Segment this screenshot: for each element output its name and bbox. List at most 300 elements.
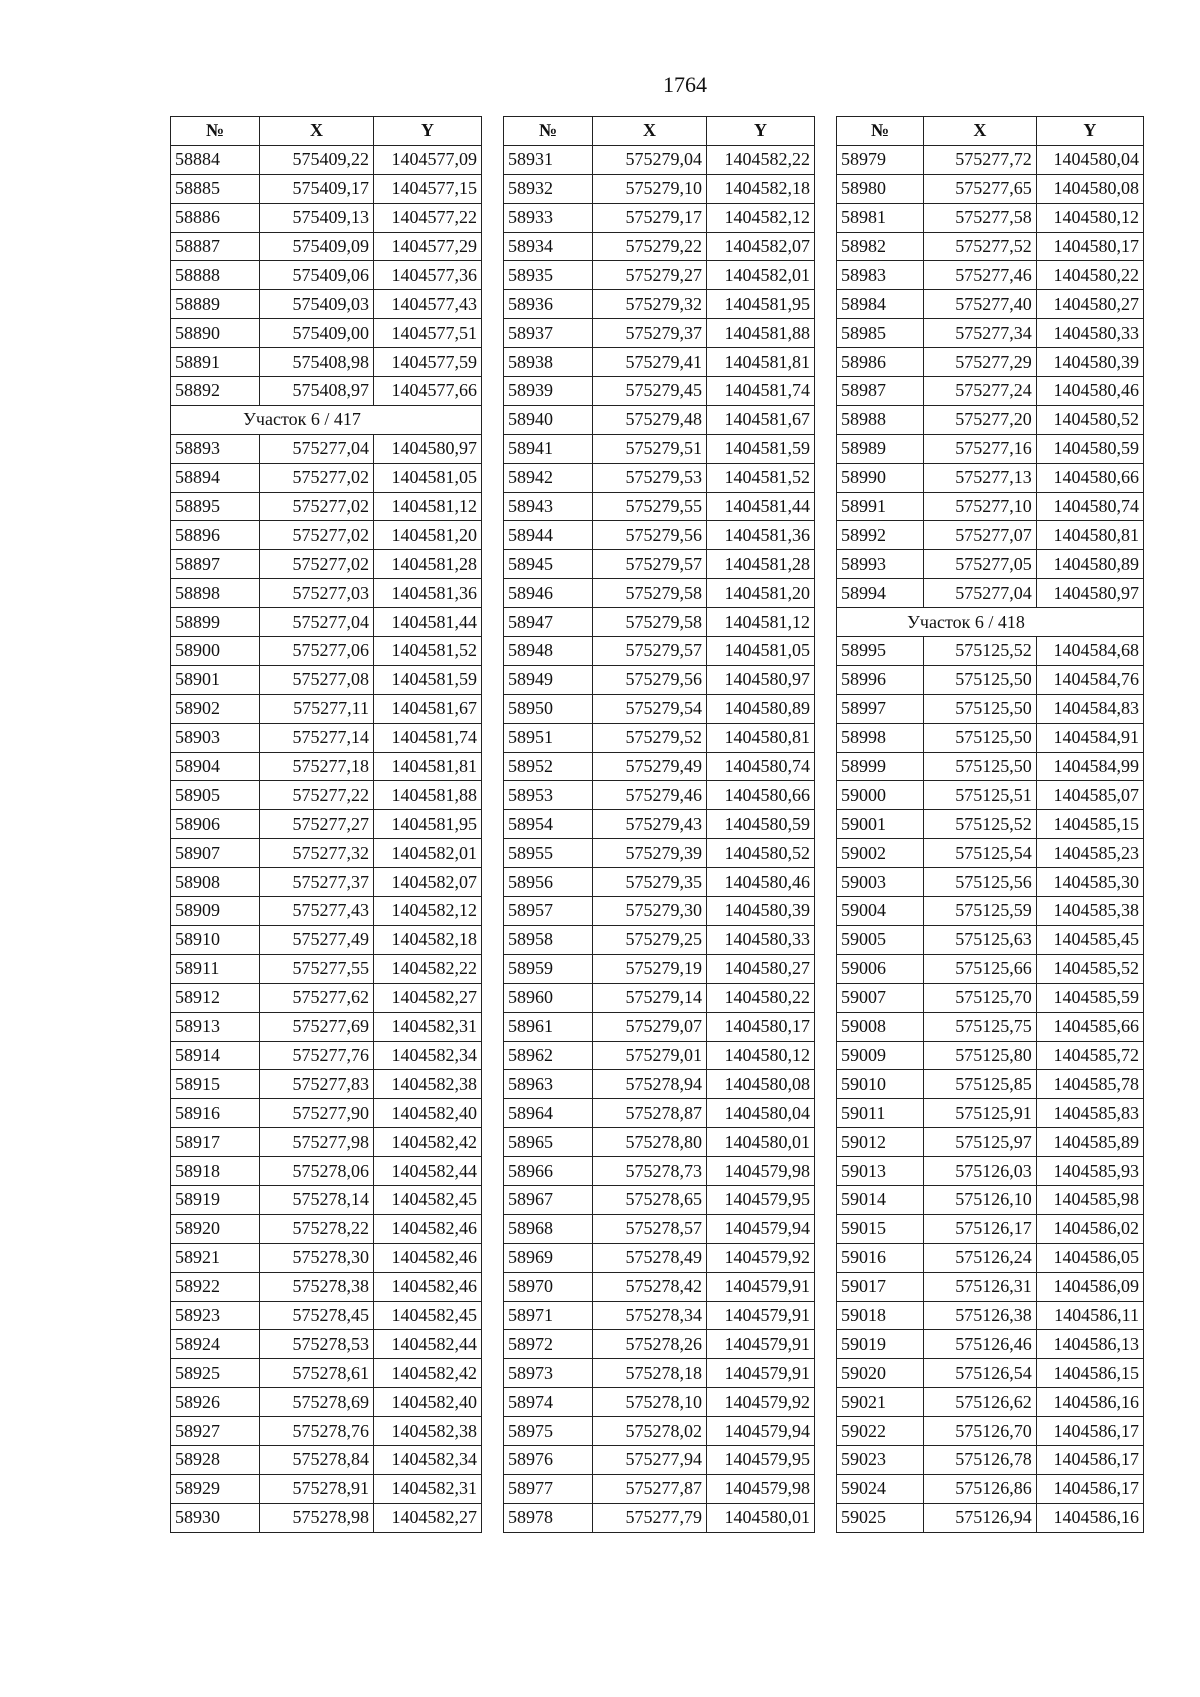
y-coordinate-cell: 1404586,17 [1036, 1474, 1143, 1503]
table-row [171, 1445, 482, 1474]
point-number-cell: 58917 [171, 1128, 260, 1157]
y-coordinate-cell: 1404580,59 [707, 810, 815, 839]
x-coordinate-cell: 575125,50 [924, 723, 1037, 752]
point-number-cell: 58954 [504, 810, 593, 839]
point-number-cell: 59000 [837, 781, 924, 810]
x-coordinate-cell: 575279,49 [593, 752, 707, 781]
point-number-cell: 58961 [504, 1012, 593, 1041]
table-header-row [837, 117, 1144, 146]
x-coordinate-cell: 575277,04 [260, 434, 374, 463]
table-row [504, 608, 815, 637]
point-number-cell: 59001 [837, 810, 924, 839]
x-coordinate-cell: 575126,94 [924, 1503, 1037, 1532]
x-coordinate-cell: 575279,25 [593, 925, 707, 954]
table-row [504, 1243, 815, 1272]
point-number-cell: 58903 [171, 723, 260, 752]
y-coordinate-cell: 1404580,52 [1036, 405, 1143, 434]
table-row [504, 1417, 815, 1446]
x-coordinate-cell: 575278,30 [260, 1243, 374, 1272]
x-coordinate-cell: 575126,17 [924, 1214, 1037, 1243]
point-number-cell: 58940 [504, 405, 593, 434]
point-number-cell: 59023 [837, 1445, 924, 1474]
table-row [837, 1474, 1144, 1503]
table-row [171, 1128, 482, 1157]
x-coordinate-cell: 575278,80 [593, 1128, 707, 1157]
x-coordinate-cell: 575277,69 [260, 1012, 374, 1041]
table-row [171, 550, 482, 579]
y-coordinate-cell: 1404585,98 [1036, 1185, 1143, 1214]
y-coordinate-cell: 1404581,95 [374, 810, 482, 839]
table-row [504, 1445, 815, 1474]
x-coordinate-cell: 575278,06 [260, 1157, 374, 1186]
table-row [837, 1243, 1144, 1272]
table-row [837, 694, 1144, 723]
y-coordinate-cell: 1404579,95 [707, 1185, 815, 1214]
table-row [504, 1012, 815, 1041]
x-coordinate-cell: 575279,32 [593, 290, 707, 319]
x-coordinate-cell: 575277,13 [924, 463, 1037, 492]
y-coordinate-cell: 1404577,29 [374, 232, 482, 261]
table-row [504, 925, 815, 954]
y-coordinate-cell: 1404586,17 [1036, 1445, 1143, 1474]
y-coordinate-cell: 1404585,78 [1036, 1070, 1143, 1099]
point-number-cell: 58967 [504, 1185, 593, 1214]
point-number-cell: 58889 [171, 290, 260, 319]
table-row [171, 694, 482, 723]
table-row [504, 1359, 815, 1388]
table-row [837, 1012, 1144, 1041]
y-coordinate-cell: 1404581,67 [374, 694, 482, 723]
y-coordinate-cell: 1404585,38 [1036, 897, 1143, 926]
x-coordinate-cell: 575277,62 [260, 983, 374, 1012]
x-coordinate-cell: 575277,52 [924, 232, 1037, 261]
y-coordinate-cell: 1404580,22 [1036, 261, 1143, 290]
y-coordinate-cell: 1404586,16 [1036, 1388, 1143, 1417]
x-coordinate-cell: 575277,11 [260, 694, 374, 723]
y-coordinate-cell: 1404581,52 [374, 637, 482, 666]
point-number-cell: 59014 [837, 1185, 924, 1214]
point-number-cell: 58933 [504, 203, 593, 232]
table-row [171, 261, 482, 290]
y-coordinate-cell: 1404582,42 [374, 1359, 482, 1388]
x-coordinate-cell: 575277,79 [593, 1503, 707, 1532]
point-number-cell: 59007 [837, 983, 924, 1012]
point-number-cell: 58891 [171, 348, 260, 377]
point-number-cell: 58983 [837, 261, 924, 290]
x-coordinate-cell: 575409,06 [260, 261, 374, 290]
x-coordinate-cell: 575279,58 [593, 608, 707, 637]
table-row [504, 637, 815, 666]
table-row [171, 1301, 482, 1330]
table-row [837, 145, 1144, 174]
y-coordinate-cell: 1404582,34 [374, 1041, 482, 1070]
table-row [171, 579, 482, 608]
y-coordinate-cell: 1404581,36 [374, 579, 482, 608]
table-row [837, 810, 1144, 839]
point-number-cell: 59012 [837, 1128, 924, 1157]
x-coordinate-cell: 575126,62 [924, 1388, 1037, 1417]
header-number: № [171, 117, 260, 146]
table-row [171, 1359, 482, 1388]
point-number-cell: 58912 [171, 983, 260, 1012]
x-coordinate-cell: 575279,37 [593, 319, 707, 348]
x-coordinate-cell: 575408,97 [260, 377, 374, 406]
x-coordinate-cell: 575277,43 [260, 897, 374, 926]
y-coordinate-cell: 1404586,17 [1036, 1417, 1143, 1446]
x-coordinate-cell: 575279,55 [593, 492, 707, 521]
table-row [837, 174, 1144, 203]
x-coordinate-cell: 575278,26 [593, 1330, 707, 1359]
table-row [837, 723, 1144, 752]
y-coordinate-cell: 1404580,27 [707, 954, 815, 983]
y-coordinate-cell: 1404579,95 [707, 1445, 815, 1474]
y-coordinate-cell: 1404581,81 [707, 348, 815, 377]
point-number-cell: 58964 [504, 1099, 593, 1128]
point-number-cell: 59008 [837, 1012, 924, 1041]
x-coordinate-cell: 575277,98 [260, 1128, 374, 1157]
point-number-cell: 58950 [504, 694, 593, 723]
table-row [837, 579, 1144, 608]
table-row [504, 752, 815, 781]
y-coordinate-cell: 1404577,36 [374, 261, 482, 290]
x-coordinate-cell: 575277,08 [260, 665, 374, 694]
y-coordinate-cell: 1404582,40 [374, 1099, 482, 1128]
header-x: X [260, 117, 374, 146]
table-row [171, 1330, 482, 1359]
table-row [837, 203, 1144, 232]
point-number-cell: 58938 [504, 348, 593, 377]
point-number-cell: 58927 [171, 1417, 260, 1446]
y-coordinate-cell: 1404585,59 [1036, 983, 1143, 1012]
point-number-cell: 59024 [837, 1474, 924, 1503]
x-coordinate-cell: 575277,03 [260, 579, 374, 608]
y-coordinate-cell: 1404580,97 [374, 434, 482, 463]
table-row [171, 492, 482, 521]
x-coordinate-cell: 575277,06 [260, 637, 374, 666]
point-number-cell: 58996 [837, 665, 924, 694]
table-row [171, 1012, 482, 1041]
table-row [837, 1214, 1144, 1243]
table-row [837, 1272, 1144, 1301]
y-coordinate-cell: 1404580,08 [1036, 174, 1143, 203]
x-coordinate-cell: 575409,17 [260, 174, 374, 203]
x-coordinate-cell: 575279,01 [593, 1041, 707, 1070]
x-coordinate-cell: 575126,86 [924, 1474, 1037, 1503]
x-coordinate-cell: 575125,80 [924, 1041, 1037, 1070]
table-row [171, 954, 482, 983]
point-number-cell: 58984 [837, 290, 924, 319]
table-row [837, 954, 1144, 983]
table-row [837, 1503, 1144, 1532]
point-number-cell: 58937 [504, 319, 593, 348]
y-coordinate-cell: 1404582,12 [374, 897, 482, 926]
table-row [504, 1330, 815, 1359]
y-coordinate-cell: 1404582,27 [374, 983, 482, 1012]
section-header-row [171, 405, 482, 434]
y-coordinate-cell: 1404585,45 [1036, 925, 1143, 954]
y-coordinate-cell: 1404582,01 [707, 261, 815, 290]
x-coordinate-cell: 575277,40 [924, 290, 1037, 319]
table-row [837, 232, 1144, 261]
point-number-cell: 58974 [504, 1388, 593, 1417]
point-number-cell: 58893 [171, 434, 260, 463]
point-number-cell: 58941 [504, 434, 593, 463]
y-coordinate-cell: 1404586,15 [1036, 1359, 1143, 1388]
point-number-cell: 58968 [504, 1214, 593, 1243]
point-number-cell: 59019 [837, 1330, 924, 1359]
x-coordinate-cell: 575279,07 [593, 1012, 707, 1041]
y-coordinate-cell: 1404582,44 [374, 1330, 482, 1359]
point-number-cell: 58955 [504, 839, 593, 868]
x-coordinate-cell: 575279,17 [593, 203, 707, 232]
y-coordinate-cell: 1404582,31 [374, 1474, 482, 1503]
y-coordinate-cell: 1404585,72 [1036, 1041, 1143, 1070]
table-row [171, 463, 482, 492]
x-coordinate-cell: 575277,02 [260, 463, 374, 492]
point-number-cell: 58931 [504, 145, 593, 174]
x-coordinate-cell: 575279,30 [593, 897, 707, 926]
point-number-cell: 59015 [837, 1214, 924, 1243]
table-row [171, 290, 482, 319]
y-coordinate-cell: 1404580,33 [707, 925, 815, 954]
table-row [504, 781, 815, 810]
point-number-cell: 58960 [504, 983, 593, 1012]
point-number-cell: 58887 [171, 232, 260, 261]
table-row [504, 1041, 815, 1070]
point-number-cell: 58932 [504, 174, 593, 203]
table-row [171, 665, 482, 694]
header-y: Y [1036, 117, 1143, 146]
y-coordinate-cell: 1404580,66 [707, 781, 815, 810]
x-coordinate-cell: 575278,34 [593, 1301, 707, 1330]
y-coordinate-cell: 1404580,66 [1036, 463, 1143, 492]
table-row [837, 1445, 1144, 1474]
table-row [171, 1272, 482, 1301]
table-row [504, 348, 815, 377]
y-coordinate-cell: 1404579,94 [707, 1417, 815, 1446]
y-coordinate-cell: 1404582,01 [374, 839, 482, 868]
table-row [504, 665, 815, 694]
table-row [504, 1503, 815, 1532]
y-coordinate-cell: 1404577,66 [374, 377, 482, 406]
table-row [837, 1330, 1144, 1359]
y-coordinate-cell: 1404584,99 [1036, 752, 1143, 781]
y-coordinate-cell: 1404585,83 [1036, 1099, 1143, 1128]
table-row [171, 145, 482, 174]
point-number-cell: 59011 [837, 1099, 924, 1128]
x-coordinate-cell: 575126,31 [924, 1272, 1037, 1301]
table-row [504, 521, 815, 550]
y-coordinate-cell: 1404585,07 [1036, 781, 1143, 810]
y-coordinate-cell: 1404580,74 [707, 752, 815, 781]
point-number-cell: 58943 [504, 492, 593, 521]
table-row [837, 1417, 1144, 1446]
y-coordinate-cell: 1404581,88 [374, 781, 482, 810]
y-coordinate-cell: 1404582,12 [707, 203, 815, 232]
x-coordinate-cell: 575277,72 [924, 145, 1037, 174]
point-number-cell: 58982 [837, 232, 924, 261]
x-coordinate-cell: 575278,45 [260, 1301, 374, 1330]
point-number-cell: 58902 [171, 694, 260, 723]
point-number-cell: 59022 [837, 1417, 924, 1446]
point-number-cell: 58888 [171, 261, 260, 290]
table-row [837, 781, 1144, 810]
table-row [171, 925, 482, 954]
point-number-cell: 59005 [837, 925, 924, 954]
table-row [504, 434, 815, 463]
y-coordinate-cell: 1404581,59 [374, 665, 482, 694]
point-number-cell: 58935 [504, 261, 593, 290]
x-coordinate-cell: 575277,14 [260, 723, 374, 752]
table-row [171, 723, 482, 752]
table-row [837, 868, 1144, 897]
x-coordinate-cell: 575126,46 [924, 1330, 1037, 1359]
x-coordinate-cell: 575277,16 [924, 434, 1037, 463]
y-coordinate-cell: 1404582,31 [374, 1012, 482, 1041]
table-row [171, 1214, 482, 1243]
x-coordinate-cell: 575125,56 [924, 868, 1037, 897]
y-coordinate-cell: 1404582,38 [374, 1417, 482, 1446]
y-coordinate-cell: 1404580,04 [707, 1099, 815, 1128]
table-row [171, 1070, 482, 1099]
x-coordinate-cell: 575278,69 [260, 1388, 374, 1417]
y-coordinate-cell: 1404585,30 [1036, 868, 1143, 897]
y-coordinate-cell: 1404579,92 [707, 1388, 815, 1417]
table-row [504, 145, 815, 174]
table-row [171, 521, 482, 550]
x-coordinate-cell: 575277,32 [260, 839, 374, 868]
point-number-cell: 58993 [837, 550, 924, 579]
y-coordinate-cell: 1404580,59 [1036, 434, 1143, 463]
table-row [837, 521, 1144, 550]
table-row [504, 1214, 815, 1243]
point-number-cell: 58998 [837, 723, 924, 752]
x-coordinate-cell: 575279,56 [593, 665, 707, 694]
point-number-cell: 58896 [171, 521, 260, 550]
point-number-cell: 58924 [171, 1330, 260, 1359]
x-coordinate-cell: 575125,59 [924, 897, 1037, 926]
point-number-cell: 58988 [837, 405, 924, 434]
y-coordinate-cell: 1404577,15 [374, 174, 482, 203]
table-row [171, 203, 482, 232]
x-coordinate-cell: 575409,00 [260, 319, 374, 348]
x-coordinate-cell: 575278,53 [260, 1330, 374, 1359]
table-row [837, 1157, 1144, 1186]
point-number-cell: 58919 [171, 1185, 260, 1214]
table-row [171, 839, 482, 868]
x-coordinate-cell: 575125,50 [924, 694, 1037, 723]
point-number-cell: 58884 [171, 145, 260, 174]
point-number-cell: 58894 [171, 463, 260, 492]
table-row [171, 897, 482, 926]
x-coordinate-cell: 575279,54 [593, 694, 707, 723]
y-coordinate-cell: 1404582,07 [374, 868, 482, 897]
y-coordinate-cell: 1404582,18 [707, 174, 815, 203]
point-number-cell: 58976 [504, 1445, 593, 1474]
y-coordinate-cell: 1404579,98 [707, 1157, 815, 1186]
x-coordinate-cell: 575277,04 [924, 579, 1037, 608]
x-coordinate-cell: 575278,57 [593, 1214, 707, 1243]
y-coordinate-cell: 1404577,09 [374, 145, 482, 174]
x-coordinate-cell: 575279,48 [593, 405, 707, 434]
point-number-cell: 58951 [504, 723, 593, 752]
point-number-cell: 58921 [171, 1243, 260, 1272]
section-header-row [837, 608, 1144, 637]
y-coordinate-cell: 1404580,01 [707, 1503, 815, 1532]
y-coordinate-cell: 1404585,23 [1036, 839, 1143, 868]
point-number-cell: 59003 [837, 868, 924, 897]
point-number-cell: 58994 [837, 579, 924, 608]
table-header-row [171, 117, 482, 146]
point-number-cell: 58913 [171, 1012, 260, 1041]
y-coordinate-cell: 1404580,39 [707, 897, 815, 926]
y-coordinate-cell: 1404582,46 [374, 1214, 482, 1243]
y-coordinate-cell: 1404585,15 [1036, 810, 1143, 839]
point-number-cell: 58928 [171, 1445, 260, 1474]
table-row [504, 1185, 815, 1214]
y-coordinate-cell: 1404580,01 [707, 1128, 815, 1157]
y-coordinate-cell: 1404579,91 [707, 1359, 815, 1388]
coordinate-table-2 [503, 116, 815, 1533]
point-number-cell: 58969 [504, 1243, 593, 1272]
table-row [504, 1474, 815, 1503]
x-coordinate-cell: 575126,70 [924, 1417, 1037, 1446]
table-row [504, 954, 815, 983]
y-coordinate-cell: 1404582,46 [374, 1272, 482, 1301]
point-number-cell: 58973 [504, 1359, 593, 1388]
point-number-cell: 58977 [504, 1474, 593, 1503]
point-number-cell: 58945 [504, 550, 593, 579]
table-header-row [504, 117, 815, 146]
x-coordinate-cell: 575279,51 [593, 434, 707, 463]
y-coordinate-cell: 1404584,76 [1036, 665, 1143, 694]
x-coordinate-cell: 575278,98 [260, 1503, 374, 1532]
point-number-cell: 58956 [504, 868, 593, 897]
y-coordinate-cell: 1404586,13 [1036, 1330, 1143, 1359]
table-row [837, 1301, 1144, 1330]
point-number-cell: 58952 [504, 752, 593, 781]
y-coordinate-cell: 1404585,52 [1036, 954, 1143, 983]
point-number-cell: 58900 [171, 637, 260, 666]
point-number-cell: 58895 [171, 492, 260, 521]
y-coordinate-cell: 1404581,67 [707, 405, 815, 434]
table-row [171, 348, 482, 377]
x-coordinate-cell: 575277,37 [260, 868, 374, 897]
y-coordinate-cell: 1404580,27 [1036, 290, 1143, 319]
y-coordinate-cell: 1404585,93 [1036, 1157, 1143, 1186]
table-row [504, 1157, 815, 1186]
point-number-cell: 58986 [837, 348, 924, 377]
table-row [504, 897, 815, 926]
point-number-cell: 58970 [504, 1272, 593, 1301]
y-coordinate-cell: 1404585,89 [1036, 1128, 1143, 1157]
y-coordinate-cell: 1404579,91 [707, 1330, 815, 1359]
x-coordinate-cell: 575279,45 [593, 377, 707, 406]
point-number-cell: 58980 [837, 174, 924, 203]
table-row [504, 261, 815, 290]
y-coordinate-cell: 1404580,12 [707, 1041, 815, 1070]
y-coordinate-cell: 1404577,51 [374, 319, 482, 348]
y-coordinate-cell: 1404577,59 [374, 348, 482, 377]
y-coordinate-cell: 1404580,97 [707, 665, 815, 694]
table-row [171, 174, 482, 203]
table-row [171, 1503, 482, 1532]
x-coordinate-cell: 575409,03 [260, 290, 374, 319]
point-number-cell: 58990 [837, 463, 924, 492]
point-number-cell: 58936 [504, 290, 593, 319]
x-coordinate-cell: 575278,22 [260, 1214, 374, 1243]
x-coordinate-cell: 575278,14 [260, 1185, 374, 1214]
